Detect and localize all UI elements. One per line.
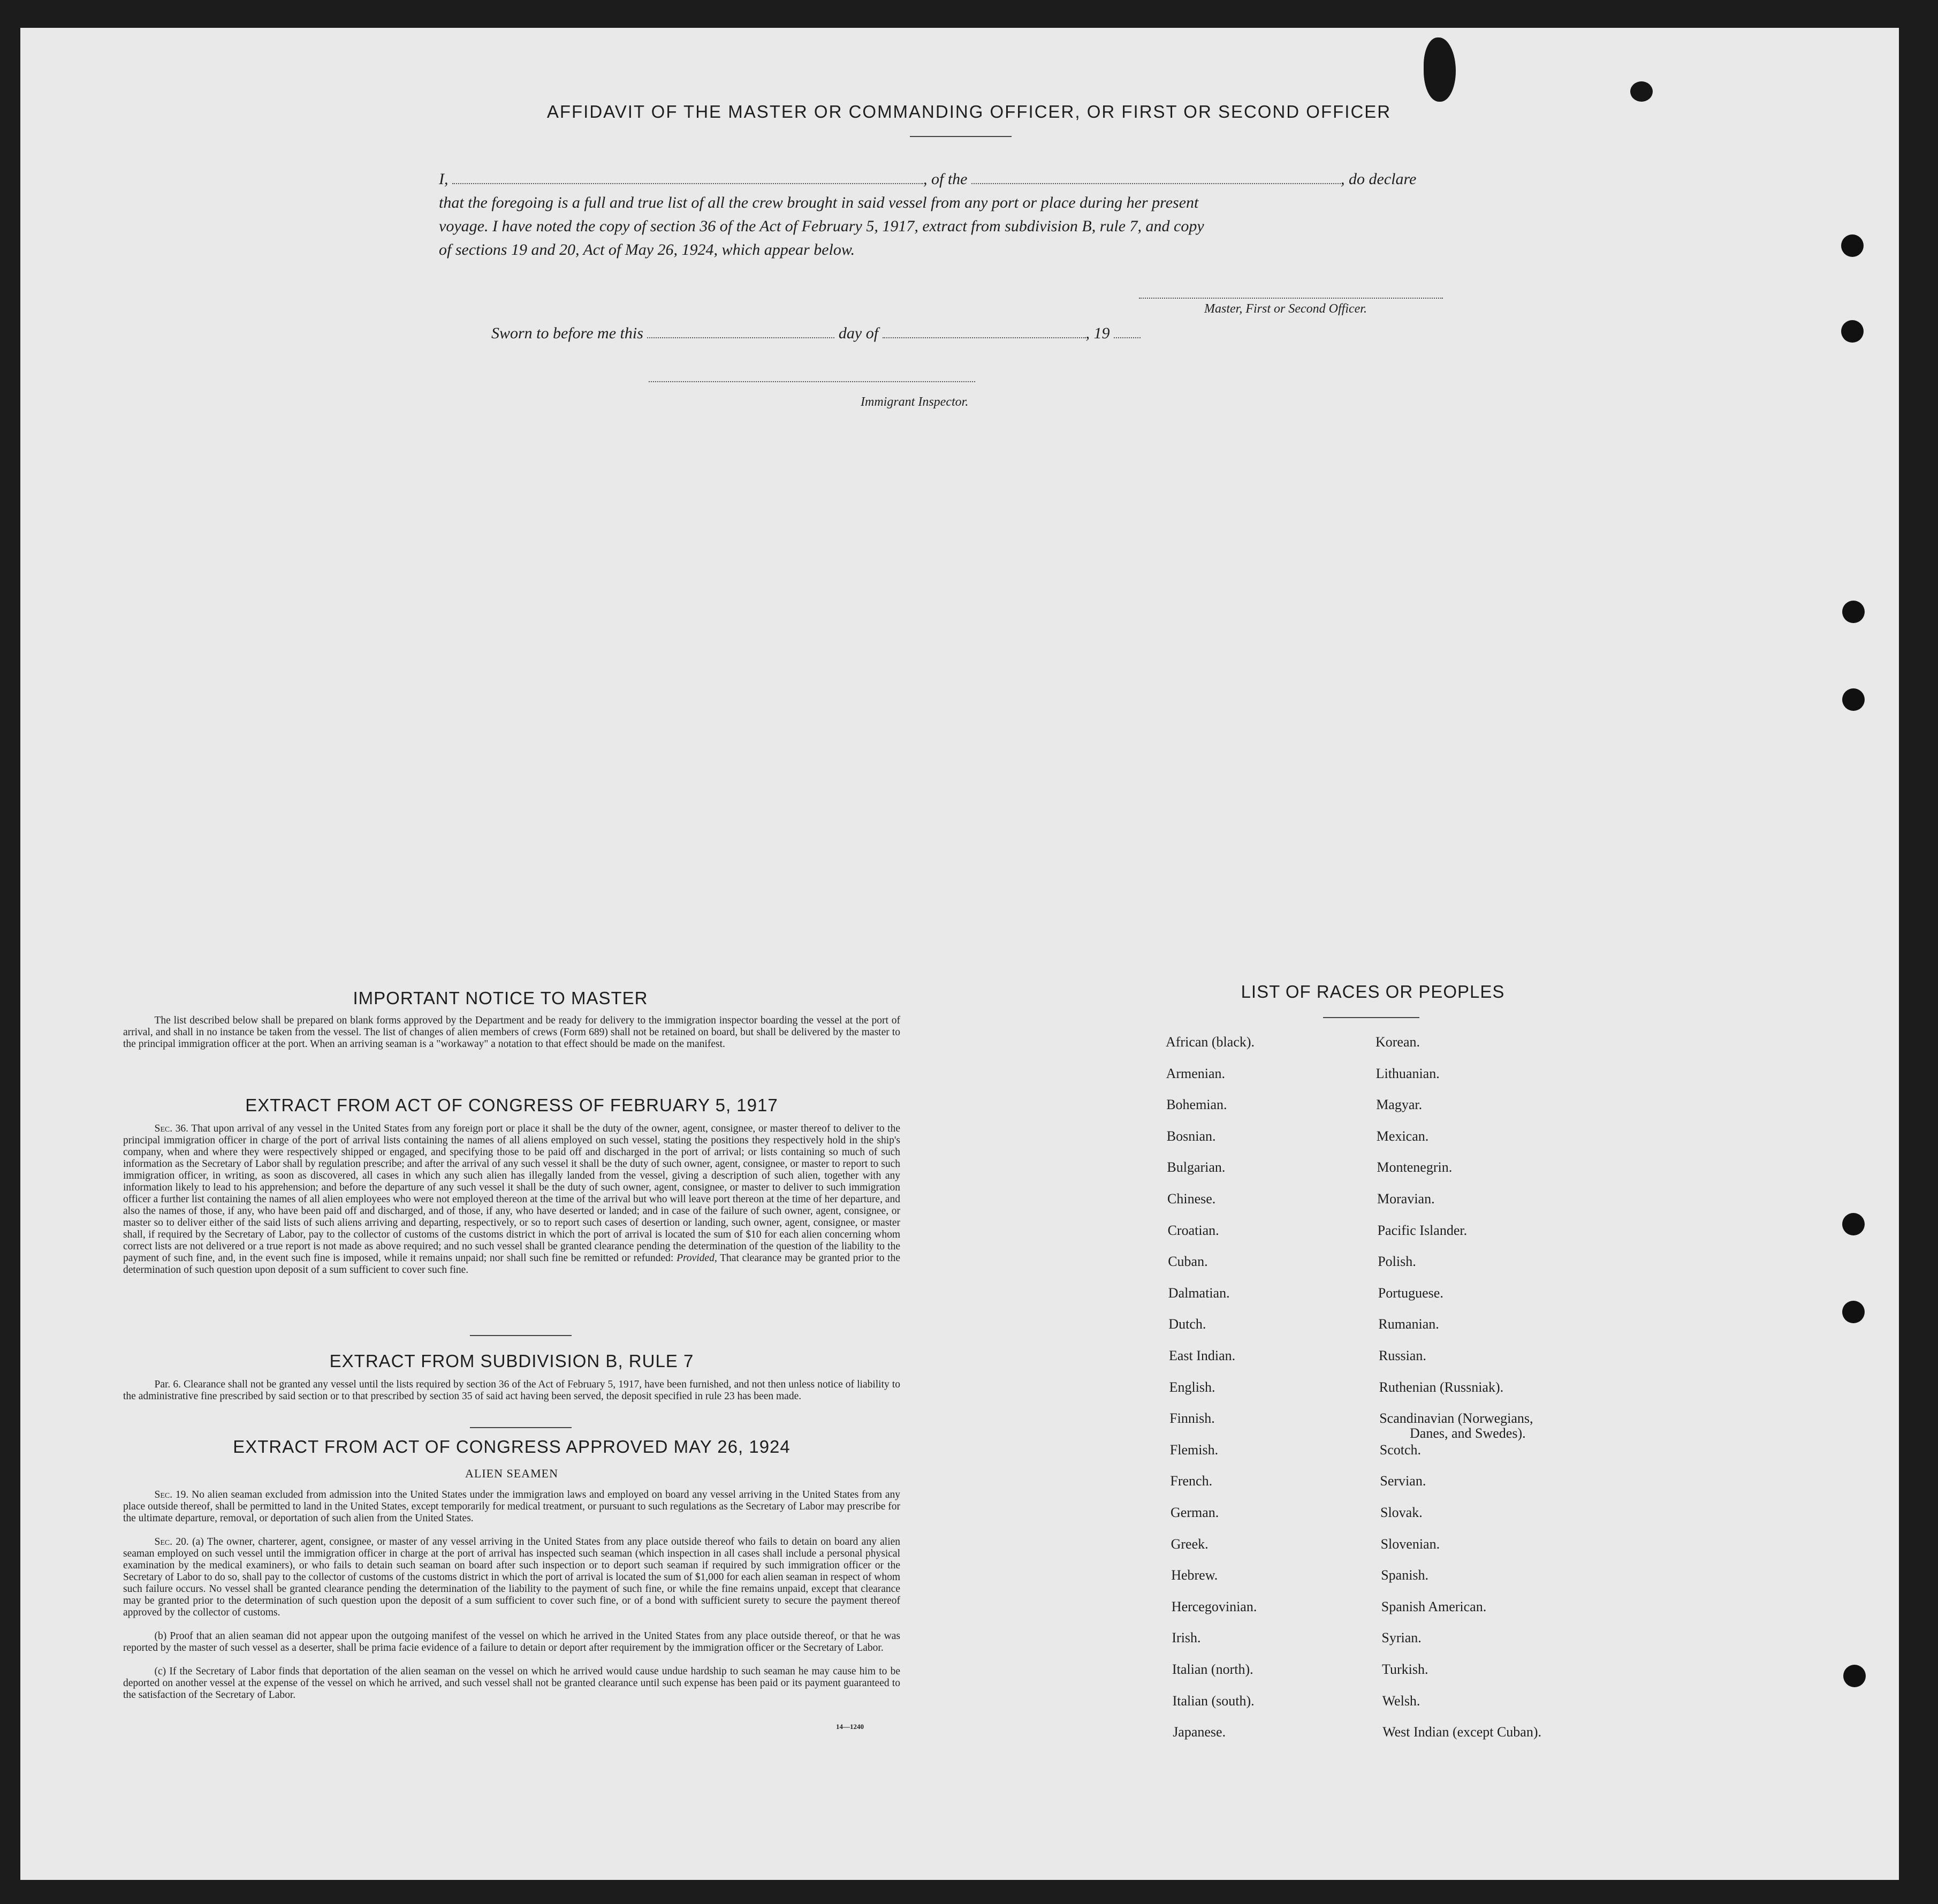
- race-item: Italian (north).: [1172, 1662, 1253, 1677]
- year-blank: [1114, 328, 1141, 338]
- affidavit-do-declare: , do declare: [1341, 170, 1417, 188]
- punch-hole: [1842, 1213, 1865, 1235]
- month-blank: [883, 328, 1086, 338]
- sec-36-end: That clearance may be granted prior to the determination of such question upon deposit of a sum sufficient to cover such fine.: [123, 1253, 901, 1276]
- race-item: Lithuanian.: [1375, 1065, 1440, 1081]
- race-item: Pacific Islander.: [1377, 1222, 1468, 1238]
- race-item: Dutch.: [1168, 1316, 1206, 1332]
- race-item: East Indian.: [1169, 1348, 1236, 1363]
- race-item: African (black).: [1166, 1034, 1255, 1050]
- sworn-text: Sworn to before me this: [491, 324, 643, 342]
- sec-20a-text: [123, 1536, 900, 1619]
- affidavit-line-3: voyage. I have noted the copy of section 36 of the Act of February 5, 1917, extract from subdivision B, rule 7, and copy: [439, 217, 1204, 235]
- race-item: Slovenian.: [1380, 1536, 1440, 1552]
- punch-hole: [1841, 234, 1864, 257]
- race-item: Japanese.: [1173, 1724, 1226, 1740]
- sec-36-label: Sec. 36.: [154, 1123, 189, 1134]
- race-item: Cuban.: [1168, 1254, 1208, 1270]
- sec-19-label: Sec. 19.: [154, 1489, 189, 1500]
- race-item: Mexican.: [1376, 1128, 1429, 1144]
- race-item: Syrian.: [1381, 1630, 1422, 1646]
- punch-hole: [1842, 601, 1865, 623]
- sec-19-body: No alien seaman excluded from admission into the United States under the immigration laws and employed on board any vessel arriving in the United States from any place outside thereof, shall be permitted to land in the United States, except temporarily for medical treatment, or pursuant to such regulations as the Secretary of Labor may prescribe for the ultimate departure, removal, or deportation of such alien from the United States.: [123, 1489, 900, 1524]
- race-item: Rumanian.: [1378, 1316, 1439, 1332]
- race-item: German.: [1171, 1505, 1219, 1520]
- affidavit-line-1: [439, 170, 1416, 188]
- race-item: Spanish.: [1381, 1567, 1429, 1583]
- sec-19-text: [123, 1489, 900, 1524]
- race-item-continuation: Danes, and Swedes).: [1410, 1425, 1526, 1442]
- races-title-rule: [1323, 1017, 1419, 1018]
- ink-blot: [1424, 37, 1456, 102]
- race-item: West Indian (except Cuban).: [1382, 1724, 1541, 1740]
- affidavit-i: I,: [439, 170, 449, 188]
- race-item: Bosnian.: [1166, 1128, 1216, 1144]
- extract-1917-title: EXTRACT FROM ACT OF CONGRESS OF FEBRUARY 5, 1917: [245, 1095, 778, 1115]
- master-label: Master, First or Second Officer.: [1204, 302, 1367, 316]
- sec-20a-body: (a) The owner, charterer, agent, consignee, or master of any vessel arriving in the United States from any place outside thereof who fails to detain on board any alien seaman employed on such vessel until the immigration officer in charge at the port of arrival has inspected such seaman (which inspection in all cases shall include a personal physical examination by the medical examiners), or who fails to detain such seaman on board after such inspection or to deport such seaman if required by such immigration officer or the Secretary of Labor to do so, shall pay to the collector of customs of the customs district in which the port of arrival is located the sum of $1,000 for each alien seaman in respect of whom such failure occurs. No vessel shall be granted clearance pending the determination of the liability to the payment of such fine, or while the fine remains unpaid, except that clearance may be granted prior to the determination of such question upon the deposit of a sum sufficient to cover such fine, or of a bond with sufficient surety to secure the payment thereof approved by the collector of customs.: [123, 1536, 901, 1618]
- races-title: LIST OF RACES OR PEOPLES: [1241, 982, 1505, 1002]
- vessel-blank: [971, 173, 1341, 184]
- race-item: Spanish American.: [1381, 1598, 1487, 1614]
- affidavit-line-4: of sections 19 and 20, Act of May 26, 1924, which appear below.: [439, 241, 855, 259]
- section-rule: [470, 1427, 572, 1428]
- race-item: Chinese.: [1167, 1191, 1216, 1207]
- ink-blot: [1630, 81, 1653, 102]
- race-item: Montenegrin.: [1377, 1159, 1453, 1175]
- sworn-line: [491, 324, 1141, 343]
- race-item: Greek.: [1171, 1536, 1209, 1552]
- extract-1924-title: EXTRACT FROM ACT OF CONGRESS APPROVED MAY 26, 1924: [233, 1437, 791, 1457]
- race-item: Moravian.: [1377, 1191, 1435, 1207]
- punch-hole: [1842, 688, 1865, 711]
- race-item: Servian.: [1380, 1473, 1426, 1489]
- race-item: Finnish.: [1169, 1410, 1215, 1427]
- notice-text: The list described below shall be prepared on blank forms approved by the Department and be ready for delivery to the immigration inspector boarding the vessel at the port of arrival, and shall in no instance be taken from the vessel. The list of changes of alien members of crews (Form 689) shall not be retained on board, but shall be delivered by the master to the principal immigration officer at the port. When an arriving seaman is a "workaway" a notation to that effect should be made on the manifest.: [123, 1015, 900, 1050]
- race-item: Ruthenian (Russniak).: [1379, 1379, 1504, 1395]
- year-prefix: , 19: [1085, 324, 1110, 342]
- day-of-text: day of: [838, 324, 879, 342]
- form-number: 14—1240: [836, 1723, 864, 1731]
- race-item: Scandinavian (Norwegians,: [1379, 1410, 1533, 1427]
- race-item: French.: [1170, 1473, 1213, 1489]
- race-item: Flemish.: [1169, 1442, 1219, 1458]
- punch-hole: [1843, 1665, 1866, 1687]
- sec-20c-text: (c) If the Secretary of Labor finds that deportation of the alien seaman on the vessel on which he arrived would cause undue hardship to such seaman he may cause him to be deported on another vessel at the expense of the vessel on which he arrived, and such vessel shall not be granted clearance until such expense has been paid or its payment guaranteed to the satisfaction of the Secretary of Labor.: [123, 1666, 900, 1701]
- inspector-label: Immigrant Inspector.: [861, 395, 969, 409]
- race-item: Croatian.: [1167, 1222, 1219, 1238]
- master-signature-line: [1139, 298, 1443, 299]
- alien-seamen-subtitle: ALIEN SEAMEN: [465, 1467, 558, 1480]
- name-blank: [452, 173, 923, 184]
- race-item: Bulgarian.: [1167, 1159, 1226, 1175]
- race-item: English.: [1169, 1379, 1215, 1395]
- race-item: Armenian.: [1166, 1065, 1226, 1081]
- section-rule: [470, 1335, 572, 1336]
- race-item: Hercegovinian.: [1171, 1598, 1257, 1614]
- race-item: Irish.: [1172, 1630, 1201, 1646]
- race-item: Scotch.: [1379, 1442, 1422, 1458]
- race-item: Polish.: [1378, 1254, 1416, 1270]
- inspector-signature-line: [649, 381, 975, 382]
- race-item: Hebrew.: [1171, 1567, 1218, 1583]
- race-item: Korean.: [1375, 1034, 1420, 1050]
- race-item: Russian.: [1379, 1348, 1426, 1363]
- extract-1917-text: [123, 1123, 900, 1276]
- affidavit-line-2: that the foregoing is a full and true list of all the crew brought in said vessel from any port or place during her present: [439, 194, 1199, 211]
- race-item: Italian (south).: [1172, 1693, 1255, 1709]
- race-item: Welsh.: [1382, 1693, 1420, 1709]
- title-rule: [910, 136, 1012, 137]
- sec-36-body: That upon arrival of any vessel in the United States from any foreign port or place it shall be the duty of the owner, agent, consignee, or master thereof to deliver to the principal immigration officer in charge of the port of arrival lists containing the names of all aliens employed on such vessel, stating the positions they respectively hold in the ship's company, when and where they were respectively shipped or engaged, and specifying those to be paid off and discharged in the port of arrival; or lists containing so much of such information as the Secretary of Labor shall by regulation prescribe; and after the arrival of any such vessel it shall be the duty of such owner, agent, consignee, or master to report to such immigration officer, in writing, as soon as discovered, all cases in which any such alien has illegally landed from the vessel, giving a description of such alien, together with any information likely to lead to his apprehension; and before the departure of any such vessel it shall be the duty of such owner, agent, consignee, or master to deliver to such immigration officer a further list containing the names of all alien employees who were not employed thereon at the time of the arrival but who will leave port thereon at the time of her departure, and also the names of those, if any, who have been paid off and discharged, and of those, if any, who have deserted or landed; and in case of the failure of such owner, agent, consignee, or master so to deliver either of the said lists of such aliens arriving and departing, respectively, or so to report such cases of desertion or landing, such owner, agent, consignee, or master shall, if required by the Secretary of Labor, pay to the collector of customs of the customs district in which the port of arrival is located the sum of $10 for each alien concerning whom correct lists are not delivered or a true report is not made as above required; and no such vessel shall be granted clearance pending the determination of the question of the liability to the payment of such fine, and, in the event such fine is imposed, while it remains unpaid; nor shall such fine be remitted or refunded:: [123, 1123, 900, 1264]
- race-item: Turkish.: [1382, 1662, 1428, 1677]
- race-item: Slovak.: [1380, 1505, 1423, 1520]
- rule-7-title: EXTRACT FROM SUBDIVISION B, RULE 7: [329, 1351, 694, 1371]
- race-item: Magyar.: [1376, 1097, 1423, 1113]
- punch-hole: [1842, 1301, 1865, 1323]
- race-item: Bohemian.: [1166, 1097, 1227, 1113]
- punch-hole: [1841, 320, 1864, 343]
- race-item: Portuguese.: [1378, 1285, 1443, 1301]
- sec-20-label: Sec. 20.: [154, 1536, 189, 1548]
- rule-7-text: Par. 6. Clearance shall not be granted any vessel until the lists required by section 36 of the Act of February 5, 1917, have been furnished, and not then unless notice of liability to the administrative fine prescribed by said section or to that prescribed by section 35 of said act having been served, the deposit specified in rule 23 has been made.: [123, 1379, 900, 1402]
- affidavit-title: AFFIDAVIT OF THE MASTER OR COMMANDING OFFICER, OR FIRST OR SECOND OFFICER: [546, 102, 1392, 122]
- notice-title: IMPORTANT NOTICE TO MASTER: [353, 988, 648, 1008]
- sec-20b-text: (b) Proof that an alien seaman did not appear upon the outgoing manifest of the vessel on which he arrived in the United States from any place outside thereof, or that he was reported by the master of such vessel as a deserter, shall be prima facie evidence of a failure to detain or deport after requirement by the immigration officer or the Secretary of Labor.: [123, 1630, 900, 1653]
- race-item: Dalmatian.: [1168, 1285, 1230, 1301]
- day-blank: [647, 328, 834, 338]
- affidavit-of-the: , of the: [923, 170, 968, 188]
- proviso: Provided,: [677, 1253, 717, 1264]
